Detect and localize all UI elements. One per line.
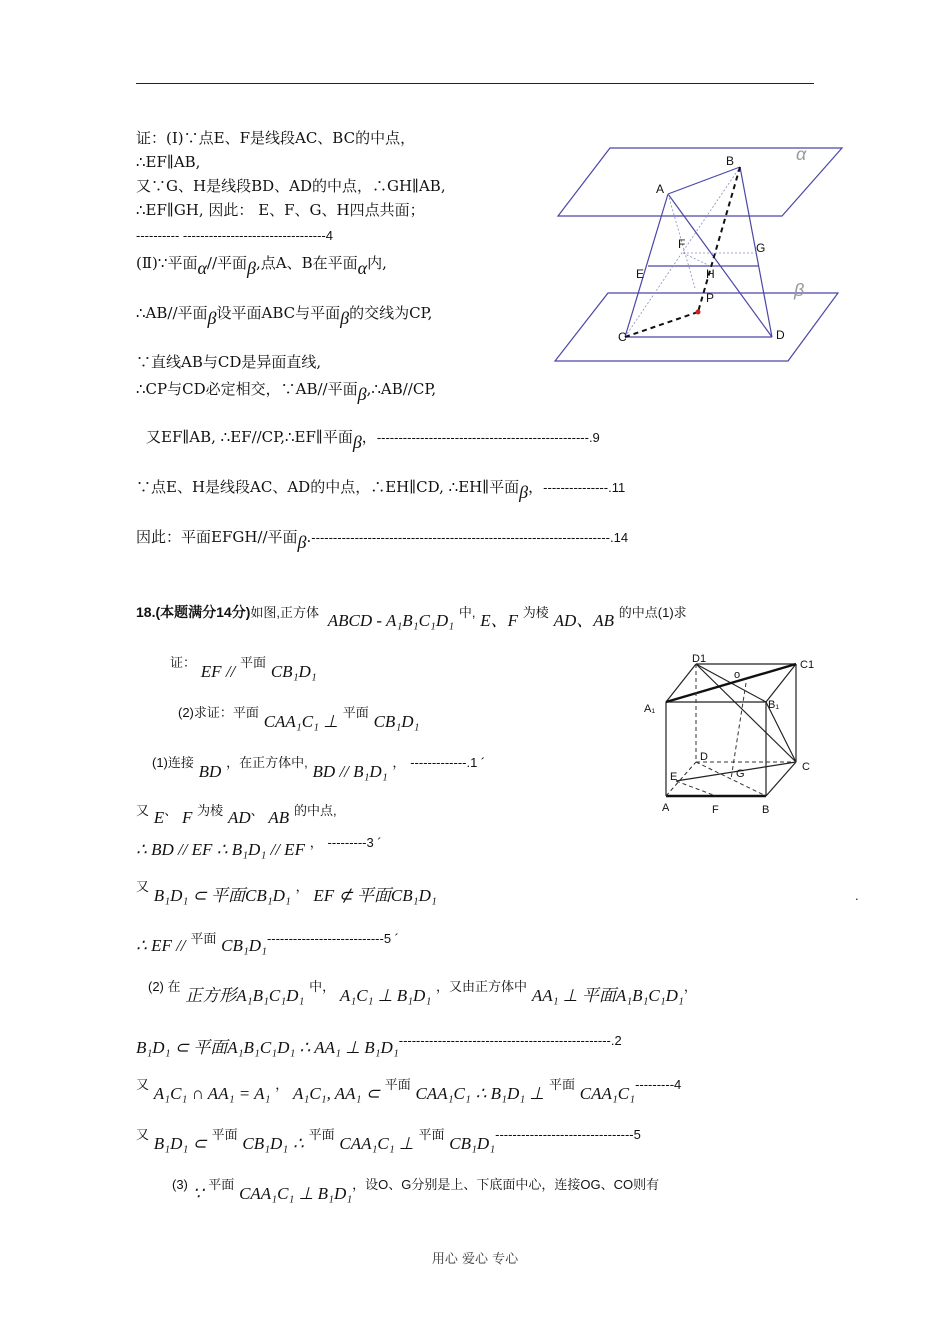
text: 平面 xyxy=(208,1177,235,1192)
text: ， xyxy=(528,478,544,496)
label-g: G xyxy=(736,768,745,780)
edges-ad-ab: AD、AB xyxy=(553,611,615,630)
q18-line-7 xyxy=(136,876,437,905)
q18-line-11 xyxy=(136,1074,682,1103)
q18-line-5 xyxy=(136,800,337,827)
formula: EF ⊄ 平面CB₁D₁ xyxy=(313,886,437,905)
proof-line-12 xyxy=(136,526,629,552)
label-a: A xyxy=(662,802,670,814)
score-mark-2: -------------------------------------------------.2 xyxy=(398,1033,622,1048)
formula: BD // B₁D₁ xyxy=(312,762,388,781)
score-mark-9: -------------------------------------------------.9 xyxy=(376,430,600,445)
text: 内, xyxy=(367,254,387,272)
point-e: E xyxy=(153,808,165,827)
stray-dot: . xyxy=(855,888,859,903)
diag-a1c1 xyxy=(666,664,796,702)
text: ，设O、G分别是上、下底面中心，连接OG、CO则有 xyxy=(352,1177,660,1192)
q18-line-12 xyxy=(136,1124,641,1153)
text: 又 xyxy=(136,879,150,894)
label-a1: A₁ xyxy=(644,703,656,715)
score-mark-1: -------------.1 ´ xyxy=(410,755,486,770)
diag-b1c xyxy=(766,702,796,762)
text: 证： xyxy=(170,655,197,670)
label-c1: C1 xyxy=(800,659,815,671)
label-f: F xyxy=(712,804,719,816)
text: 平面 xyxy=(342,705,369,720)
text: 又 xyxy=(136,1077,150,1092)
label-alpha: α xyxy=(796,144,807,164)
text: ， xyxy=(683,979,697,994)
formula: AD xyxy=(227,808,251,827)
q18-line-9 xyxy=(148,976,697,1005)
formula: A₁C₁ ∩ AA₁ = A₁ xyxy=(153,1084,271,1103)
label-c: C xyxy=(802,761,810,773)
text: ，在正方体中, xyxy=(226,755,308,770)
formula: CB₁D₁ xyxy=(270,662,317,681)
beta-symbol: β xyxy=(352,432,362,452)
q18-line-3 xyxy=(178,702,420,731)
text: (3) xyxy=(172,1177,188,1192)
text: 的中点(1)求 xyxy=(618,605,687,620)
label-e: E xyxy=(670,771,678,783)
q18-line-6 xyxy=(136,832,382,859)
formula: B₁D₁ ⊂ 平面CB₁D₁ xyxy=(153,886,291,905)
formula: B₁D₁ ⊂ 平面A₁B₁C₁D₁ ∴ AA₁ ⊥ B₁D₁ xyxy=(136,1038,399,1057)
text: //平面 xyxy=(206,254,248,272)
text: ， xyxy=(392,755,406,770)
text: ,点A、B在平面 xyxy=(255,254,358,272)
q18-line-4 xyxy=(152,752,486,781)
text: 如图,正方体 xyxy=(250,605,319,620)
label-d: D xyxy=(700,751,708,763)
label-d1: D1 xyxy=(692,653,707,665)
formula: ∴ BD // EF ∴ B₁D₁ // EF xyxy=(136,840,305,859)
points-ef: E、F xyxy=(480,611,518,630)
formula: EF // xyxy=(200,662,236,681)
label-c: C xyxy=(618,330,627,344)
formula: CB₁D₁ xyxy=(242,1134,289,1153)
edge-a1d1 xyxy=(666,664,696,702)
label-f: F xyxy=(678,237,686,251)
score-mark-4b: ---------4 xyxy=(635,1077,682,1092)
formula: CAA₁C₁ ⊥ xyxy=(263,712,339,731)
formula: CB₁D₁ xyxy=(221,936,267,955)
text: 的交线为CP, xyxy=(349,304,433,322)
text: . xyxy=(306,528,312,546)
text: 又EF∥AB, ∴EF//CP,∴EF∥平面 xyxy=(146,428,353,446)
text: (2) 在 xyxy=(148,979,181,994)
text: 平面 xyxy=(232,705,259,720)
label-beta: β xyxy=(794,280,805,300)
page-footer: 用心 爱心 专心 xyxy=(431,1252,519,1267)
point-p xyxy=(696,310,701,315)
q18-line-8 xyxy=(136,928,399,955)
score-mark-11: ---------------.11 xyxy=(543,480,626,495)
label-a: A xyxy=(656,182,665,196)
text: 、 xyxy=(250,803,264,818)
text: ∴AB//平面 xyxy=(136,304,208,322)
text: 因此：平面EFGH//平面 xyxy=(136,528,298,546)
plane-beta xyxy=(555,293,838,361)
beta-symbol: β xyxy=(340,308,350,328)
beta-symbol: β xyxy=(357,384,367,404)
label-e: E xyxy=(636,267,645,281)
segment-ab xyxy=(668,167,740,194)
text: ， xyxy=(275,1077,289,1092)
text: 平面 xyxy=(211,1127,238,1142)
diag-db-hidden xyxy=(696,762,766,796)
proof-line-4: ∴EF∥GH, 因此： E、F、G、H四点共面； xyxy=(136,201,425,219)
label-o: o xyxy=(734,669,741,681)
text: 的中点, xyxy=(293,803,337,818)
q18-line-13 xyxy=(172,1174,660,1203)
q18-line-10 xyxy=(136,1030,622,1057)
segment-bc-hidden xyxy=(625,167,740,337)
formula: A₁C₁, AA₁ ⊂ xyxy=(293,1084,380,1103)
score-mark-4: ---------- ---------------------------------4 xyxy=(136,228,333,243)
label-b: B xyxy=(762,804,770,816)
formula: CAA₁C₁ ⊥ xyxy=(339,1134,414,1153)
beta-symbol: β xyxy=(297,532,307,552)
text: 平面 xyxy=(240,655,267,670)
text: ∴CP与CD必定相交，∵AB//平面 xyxy=(136,380,358,398)
label-h: H xyxy=(706,267,715,281)
text: ， xyxy=(361,428,377,446)
text: ∵点E、H是线段AC、AD的中点，∴EH∥CD, ∴EH∥平面 xyxy=(136,478,520,496)
segment-bp-dashed xyxy=(698,167,740,312)
text: 为棱 xyxy=(197,803,224,818)
formula: BD xyxy=(198,762,222,781)
text: (2)求证： xyxy=(178,705,233,720)
formula: ∵ xyxy=(192,1184,204,1203)
formula: CB₁D₁ xyxy=(373,712,420,731)
formula: A₁C₁ ⊥ B₁D₁ xyxy=(339,986,432,1005)
formula: 正方形A₁B₁C₁D₁ xyxy=(185,986,305,1005)
text: 平面 xyxy=(384,1077,411,1092)
text: 、 xyxy=(164,803,178,818)
q18-line-1 xyxy=(136,602,687,630)
text: 中, xyxy=(458,605,476,620)
formula: B₁D₁ ⊂ xyxy=(153,1134,207,1153)
formula: CAA₁C₁ xyxy=(579,1084,636,1103)
proof-line-8: ∵直线AB与CD是异面直线, xyxy=(136,353,322,371)
q18-number: 18.(本题满分14分) xyxy=(136,604,251,620)
beta-symbol: β xyxy=(207,308,217,328)
formula: CAA₁C₁ ⊥ B₁D₁ xyxy=(239,1184,353,1203)
formula: ∴ B₁D₁ ⊥ xyxy=(475,1084,545,1103)
label-g: G xyxy=(756,241,766,255)
segment-cp-dashed xyxy=(625,312,698,337)
proof-line-2: ∴EF∥AB, xyxy=(136,153,201,171)
point-f: F xyxy=(181,808,193,827)
text: ， xyxy=(295,879,309,894)
text: ， xyxy=(309,835,323,850)
text: 平面 xyxy=(418,1127,445,1142)
score-mark-5: ---------------------------5 ´ xyxy=(266,931,399,946)
proof-line-6 xyxy=(136,252,387,278)
edge-bc xyxy=(766,762,796,796)
proof-line-9 xyxy=(136,378,437,404)
formula: AB xyxy=(268,808,290,827)
score-mark-3: ---------3 ´ xyxy=(327,835,382,850)
alpha-symbol: α xyxy=(357,258,368,278)
formula: ∴ EF // xyxy=(136,936,186,955)
segment-ef-hidden xyxy=(676,781,716,796)
cube-name: ABCD - A₁B₁C₁D₁ xyxy=(327,611,455,630)
text: 为棱 xyxy=(522,605,549,620)
text: ，又由正方体中 xyxy=(436,979,528,994)
formula: ∴ xyxy=(292,1134,304,1153)
edge-b1c1 xyxy=(766,664,796,702)
text: 设平面ABC与平面 xyxy=(216,304,341,322)
score-mark-14: ---------------------------------------------------------------------.14 xyxy=(311,530,629,545)
proof-line-3: 又∵G、H是线段BD、AD的中点，∴GH∥AB, xyxy=(136,177,446,195)
label-p: P xyxy=(706,291,715,305)
cube-figure xyxy=(640,650,830,820)
text: 又 xyxy=(136,803,150,818)
alpha-symbol: α xyxy=(197,258,207,278)
text: (Ⅱ)∵平面 xyxy=(136,254,198,272)
text: 中， xyxy=(309,979,336,994)
text: (1)连接 xyxy=(152,755,194,770)
beta-symbol: β xyxy=(519,482,529,502)
header-rule xyxy=(136,83,814,84)
label-d: D xyxy=(776,328,785,342)
proof-line-7 xyxy=(136,302,433,328)
proof-line-1: 证：(Ⅰ)∵点E、F是线段AC、BC的中点， xyxy=(136,129,416,147)
text: 又 xyxy=(136,1127,150,1142)
score-mark-5b: --------------------------------5 xyxy=(495,1127,641,1142)
proof-line-11 xyxy=(136,476,626,502)
label-b: B xyxy=(726,154,735,168)
text: 平面 xyxy=(308,1127,335,1142)
label-b1: B₁ xyxy=(768,699,780,711)
beta-symbol: β xyxy=(247,258,256,278)
q18-line-2 xyxy=(170,652,317,681)
two-planes-figure xyxy=(550,140,850,370)
text: 平面 xyxy=(190,931,217,946)
text: ,∴AB//CP, xyxy=(366,380,437,398)
formula: CAA₁C₁ xyxy=(415,1084,471,1103)
segment-og-hidden xyxy=(731,683,746,779)
formula: CB₁D₁ xyxy=(449,1134,496,1153)
proof-line-10 xyxy=(146,426,600,452)
text: 平面 xyxy=(548,1077,575,1092)
formula: AA₁ ⊥ 平面A₁B₁C₁D₁ xyxy=(531,986,684,1005)
